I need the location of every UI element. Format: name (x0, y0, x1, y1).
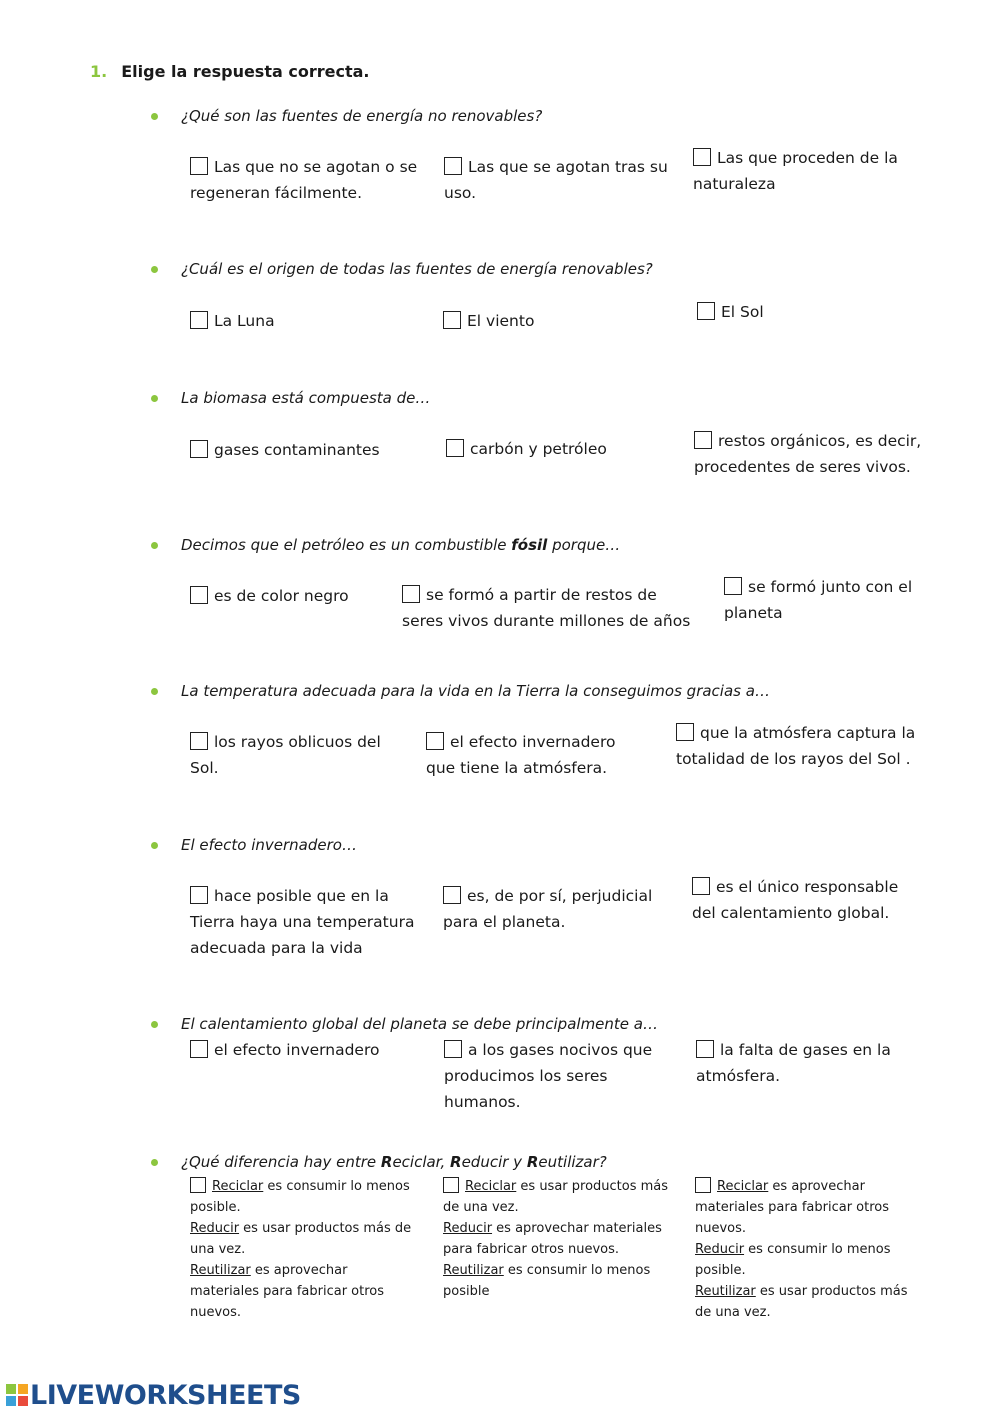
checkbox[interactable] (443, 886, 461, 904)
checkbox[interactable] (443, 311, 461, 329)
q8-option-b: Reciclar es usar productos más de una vez. Reducir es aprovechar materiales para fabricar otros nuevos. Reutilizar es consumir lo menos posible (443, 1179, 669, 1299)
checkbox[interactable] (695, 1177, 711, 1193)
question-5: La temperatura adecuada para la vida en la Tierra la conseguimos gracias a… (181, 682, 770, 700)
q7-option-b: a los gases nocivos que producimos los seres humanos. (444, 1041, 653, 1111)
checkbox[interactable] (694, 431, 712, 449)
q6-option-c: es el único responsable del calentamiento global. (692, 878, 899, 922)
question-4: Decimos que el petróleo es un combustible fósil porque… (181, 536, 621, 554)
bullet-icon (151, 395, 158, 402)
q1-option-b: Las que se agotan tras su uso. (444, 158, 668, 202)
checkbox[interactable] (724, 577, 742, 595)
checkbox[interactable] (190, 732, 208, 750)
q7-option-a: el efecto invernadero (190, 1037, 430, 1063)
checkbox[interactable] (190, 311, 208, 329)
q5-option-c: que la atmósfera captura la totalidad de los rayos del Sol . (676, 724, 916, 768)
bullet-icon (151, 113, 158, 120)
checkbox[interactable] (444, 157, 462, 175)
checkbox[interactable] (697, 302, 715, 320)
checkbox[interactable] (443, 1177, 459, 1193)
checkbox[interactable] (190, 886, 208, 904)
checkbox[interactable] (190, 440, 208, 458)
checkbox[interactable] (676, 723, 694, 741)
exercise-number: 1. (90, 62, 108, 81)
question-2: ¿Cuál es el origen de todas las fuentes de energía renovables? (181, 260, 653, 278)
q4-option-a: es de color negro (190, 583, 390, 609)
checkbox[interactable] (446, 439, 464, 457)
checkbox[interactable] (696, 1040, 714, 1058)
checkbox[interactable] (190, 586, 208, 604)
q2-option-b: El viento (443, 308, 673, 334)
checkbox[interactable] (402, 585, 420, 603)
q3-option-c: restos orgánicos, es decir, procedentes de seres vivos. (694, 432, 922, 476)
question-6: El efecto invernadero… (181, 836, 357, 854)
q3-option-b: carbón y petróleo (446, 436, 676, 462)
q6-option-b: es, de por sí, perjudicial para el planeta. (443, 887, 653, 931)
q4-option-c: se formó junto con el planeta (724, 578, 913, 622)
checkbox[interactable] (444, 1040, 462, 1058)
bullet-icon (151, 842, 158, 849)
question-3: La biomasa está compuesta de… (181, 389, 431, 407)
checkbox[interactable] (426, 732, 444, 750)
bullet-icon (151, 266, 158, 273)
checkbox[interactable] (693, 148, 711, 166)
question-8: ¿Qué diferencia hay entre Reciclar, Reducir y Reutilizar? (181, 1153, 607, 1171)
checkbox[interactable] (190, 1040, 208, 1058)
question-7: El calentamiento global del planeta se debe principalmente a… (181, 1015, 658, 1033)
q1-option-a: Las que no se agotan o se regeneran fácilmente. (190, 158, 418, 202)
checkbox[interactable] (692, 877, 710, 895)
q3-option-a: gases contaminantes (190, 437, 430, 463)
q8-option-a: Reciclar es consumir lo menos posible. Reducir es usar productos más de una vez. Reutilizar es aprovechar materiales para fabricar otros nuevos. (190, 1179, 412, 1320)
exercise-title: Elige la respuesta correcta. (121, 62, 370, 81)
q7-option-c: la falta de gases en la atmósfera. (696, 1041, 891, 1085)
exercise-heading (90, 62, 369, 81)
bullet-icon (151, 542, 158, 549)
q8-option-c: Reciclar es aprovechar materiales para fabricar otros nuevos. Reducir es consumir lo menos posible. Reutilizar es usar productos más de una vez. (695, 1179, 908, 1320)
logo-icon (6, 1384, 28, 1406)
q2-option-a: La Luna (190, 308, 420, 334)
liveworksheets-logo: LIVEWORKSHEETS (6, 1380, 301, 1411)
q1-option-c: Las que proceden de la naturaleza (693, 149, 898, 193)
checkbox[interactable] (190, 157, 208, 175)
q5-option-b: el efecto invernadero que tiene la atmósfera. (426, 733, 616, 777)
checkbox[interactable] (190, 1177, 206, 1193)
bullet-icon (151, 1021, 158, 1028)
bullet-icon (151, 688, 158, 695)
q4-option-b: se formó a partir de restos de seres vivos durante millones de años (402, 586, 691, 630)
question-1: ¿Qué son las fuentes de energía no renovables? (181, 107, 543, 125)
q2-option-c: El Sol (697, 299, 927, 325)
q6-option-a: hace posible que en la Tierra haya una temperatura adecuada para la vida (190, 887, 415, 957)
bullet-icon (151, 1159, 158, 1166)
q5-option-a: los rayos oblicuos del Sol. (190, 733, 381, 777)
